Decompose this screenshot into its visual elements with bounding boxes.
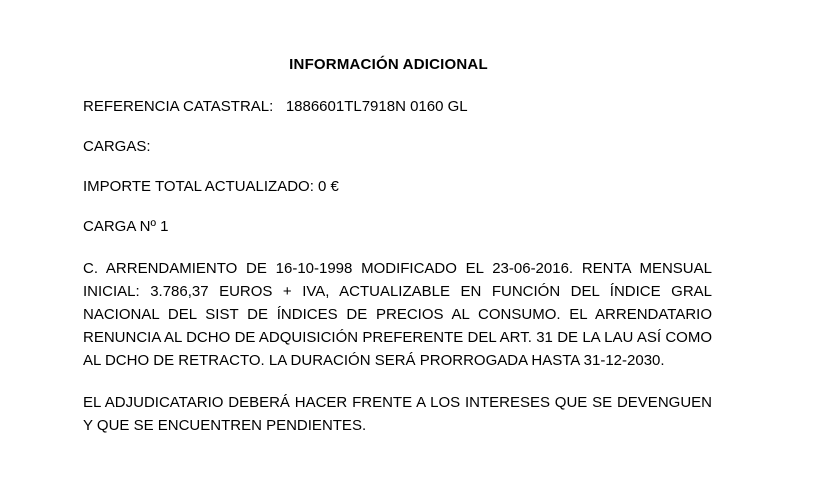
- page-title: INFORMACIÓN ADICIONAL: [289, 56, 488, 73]
- paragraph-adjudicatario: EL ADJUDICATARIO DEBERÁ HACER FRENTE A LOS INTERESES QUE SE DEVENGUEN Y QUE SE ENCUENTREN PENDIENTES.: [83, 394, 712, 434]
- field-cargas: CARGAS:: [83, 138, 151, 155]
- paragraph-arrendamiento: C. ARRENDAMIENTO DE 16-10-1998 MODIFICADO EL 23-06-2016. RENTA MENSUAL INICIAL: 3.786,37 EUROS + IVA, ACTUALIZABLE EN FUNCIÓN DEL ÍNDICE GRAL NACIONAL DEL SIST DE ÍNDICES DE PRECIOS AL CONSUMO. EL ARRENDATARIO RENUNCIA AL DCHO DE ADQUISICIÓN PREFERENTE DEL ART. 31 DE LA LAU ASÍ COMO AL DCHO DE RETRACTO. LA DURACIÓN SERÁ PRORROGADA HASTA 31-12-2030.: [83, 260, 712, 369]
- field-carga-numero: CARGA Nº 1: [83, 218, 169, 235]
- field-referencia-catastral: REFERENCIA CATASTRAL: 1886601TL7918N 0160 GL: [83, 98, 468, 115]
- field-importe-total-actualizado: IMPORTE TOTAL ACTUALIZADO: 0 €: [83, 178, 339, 195]
